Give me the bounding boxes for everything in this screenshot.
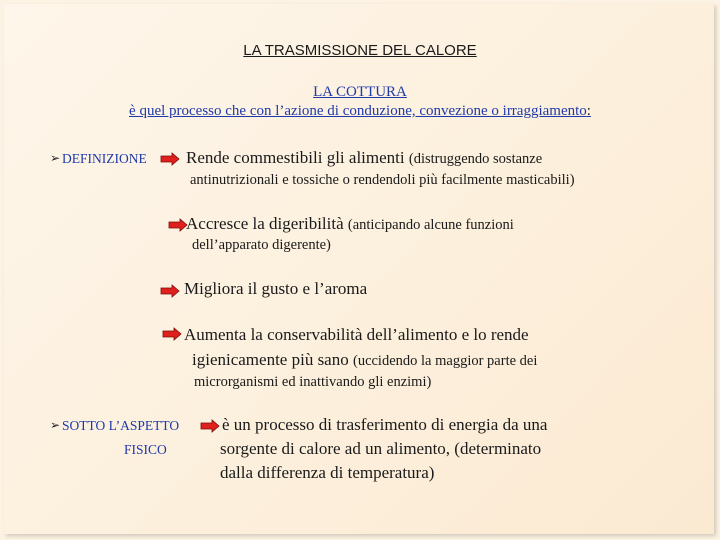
intro-punct: : — [586, 103, 591, 119]
definition-item-1 — [186, 148, 542, 168]
item-1-line2: antinutrizionali e tossiche o rendendoli più facilmente masticabili) — [190, 172, 575, 188]
item-4-line2-main: igienicamente più sano — [192, 350, 349, 369]
intro-text — [0, 103, 720, 120]
page-title: LA TRASMISSIONE DEL CALORE — [243, 42, 477, 59]
red-arrow-icon — [162, 327, 182, 341]
definition-label: DEFINIZIONE — [62, 151, 147, 166]
item-4-line3: microrganismi ed inattivando gli enzimi) — [194, 374, 432, 390]
physical-label-line2: FISICO — [124, 442, 167, 457]
item-2-detail: (anticipando alcune funzioni — [347, 217, 514, 233]
physical-line-2: sorgente di calore ad un alimento, (determinato — [220, 439, 542, 458]
item-2-line2: dell’apparato digerente) — [192, 237, 331, 253]
arrowhead-bullet-icon: ➢ — [50, 151, 61, 165]
item-4-line2 — [192, 350, 537, 370]
physical-label-line1: SOTTO L’ASPETTO — [62, 418, 180, 433]
red-arrow-icon — [160, 284, 180, 298]
physical-line-1: è un processo di trasferimento di energia da una — [222, 415, 548, 434]
definition-item-3 — [184, 279, 367, 299]
item-4-line2-detail: (uccidendo la maggior parte dei — [352, 353, 538, 369]
definition-item-4: Aumenta la conservabilità dell’alimento e lo rende — [184, 325, 529, 344]
item-3-main: Migliora il gusto e l’aroma — [184, 279, 368, 298]
intro-sentence: è quel processo che con l’azione di conduzione, convezione o irraggiamento — [129, 103, 587, 119]
definition-item-2 — [186, 214, 514, 234]
physical-line-3: dalla differenza di temperatura) — [220, 463, 435, 482]
item-2-main: Accresce la digeribilità — [186, 214, 344, 233]
red-arrow-icon — [200, 419, 220, 433]
arrowhead-bullet-icon: ➢ — [50, 418, 61, 432]
item-1-detail: (distruggendo sostanze — [408, 151, 543, 167]
subtitle: LA COTTURA — [313, 84, 407, 100]
red-arrow-icon — [168, 218, 188, 232]
item-1-main: Rende commestibili gli alimenti — [186, 148, 405, 167]
red-arrow-icon — [160, 152, 180, 166]
